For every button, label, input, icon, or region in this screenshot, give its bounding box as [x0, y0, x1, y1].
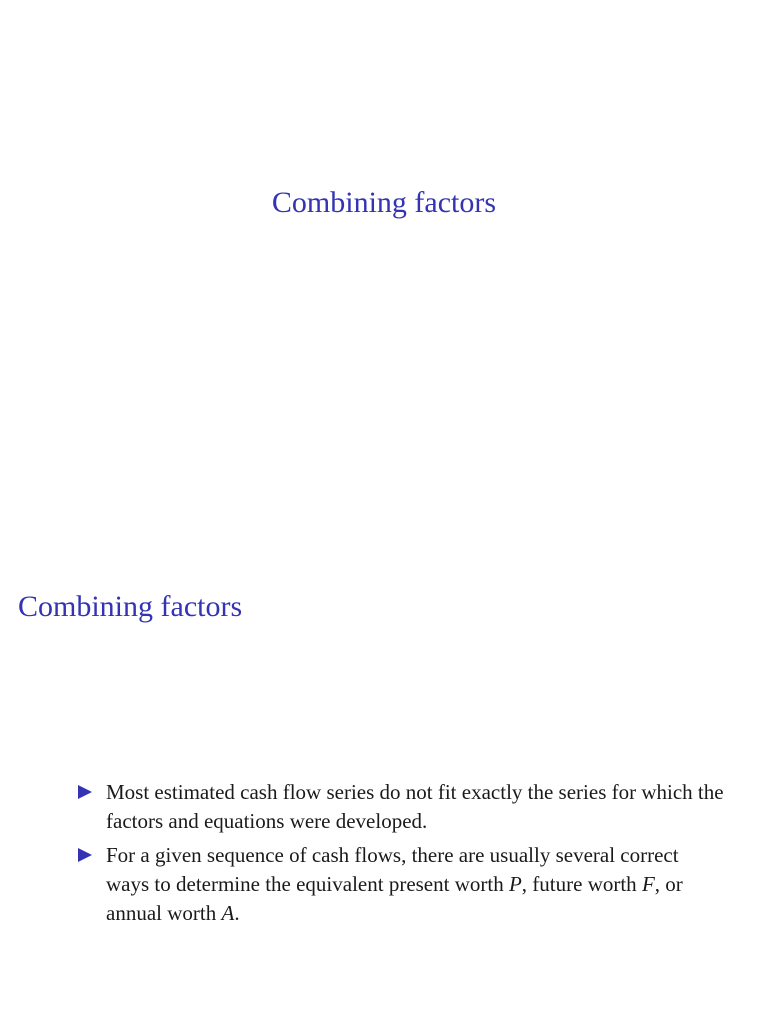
- variable-f: F: [641, 872, 655, 896]
- triangle-bullet-icon: [78, 848, 92, 862]
- bullet-text-part: , future worth: [521, 872, 642, 896]
- variable-p: P: [508, 872, 522, 896]
- triangle-bullet-icon: [78, 785, 92, 799]
- frame-title: Combining factors: [18, 590, 243, 623]
- list-item: [76, 841, 726, 928]
- section-title: Combining factors: [271, 186, 497, 219]
- bullet-text-part: .: [234, 901, 240, 925]
- variable-a: A: [221, 901, 235, 925]
- list-item: [76, 778, 726, 836]
- bullet-text: [106, 841, 726, 928]
- bullet-text: Most estimated cash flow series do not fit exactly the series for which the factors and equations were developed.: [106, 780, 724, 833]
- bullet-text-part: For a given sequence of cash flows, there are usually several correct ways to determine the equivalent present worth: [106, 843, 679, 896]
- content-slide: [0, 512, 768, 1024]
- bullet-list: [76, 778, 726, 933]
- bullet-text-part: , or annual worth: [106, 872, 683, 925]
